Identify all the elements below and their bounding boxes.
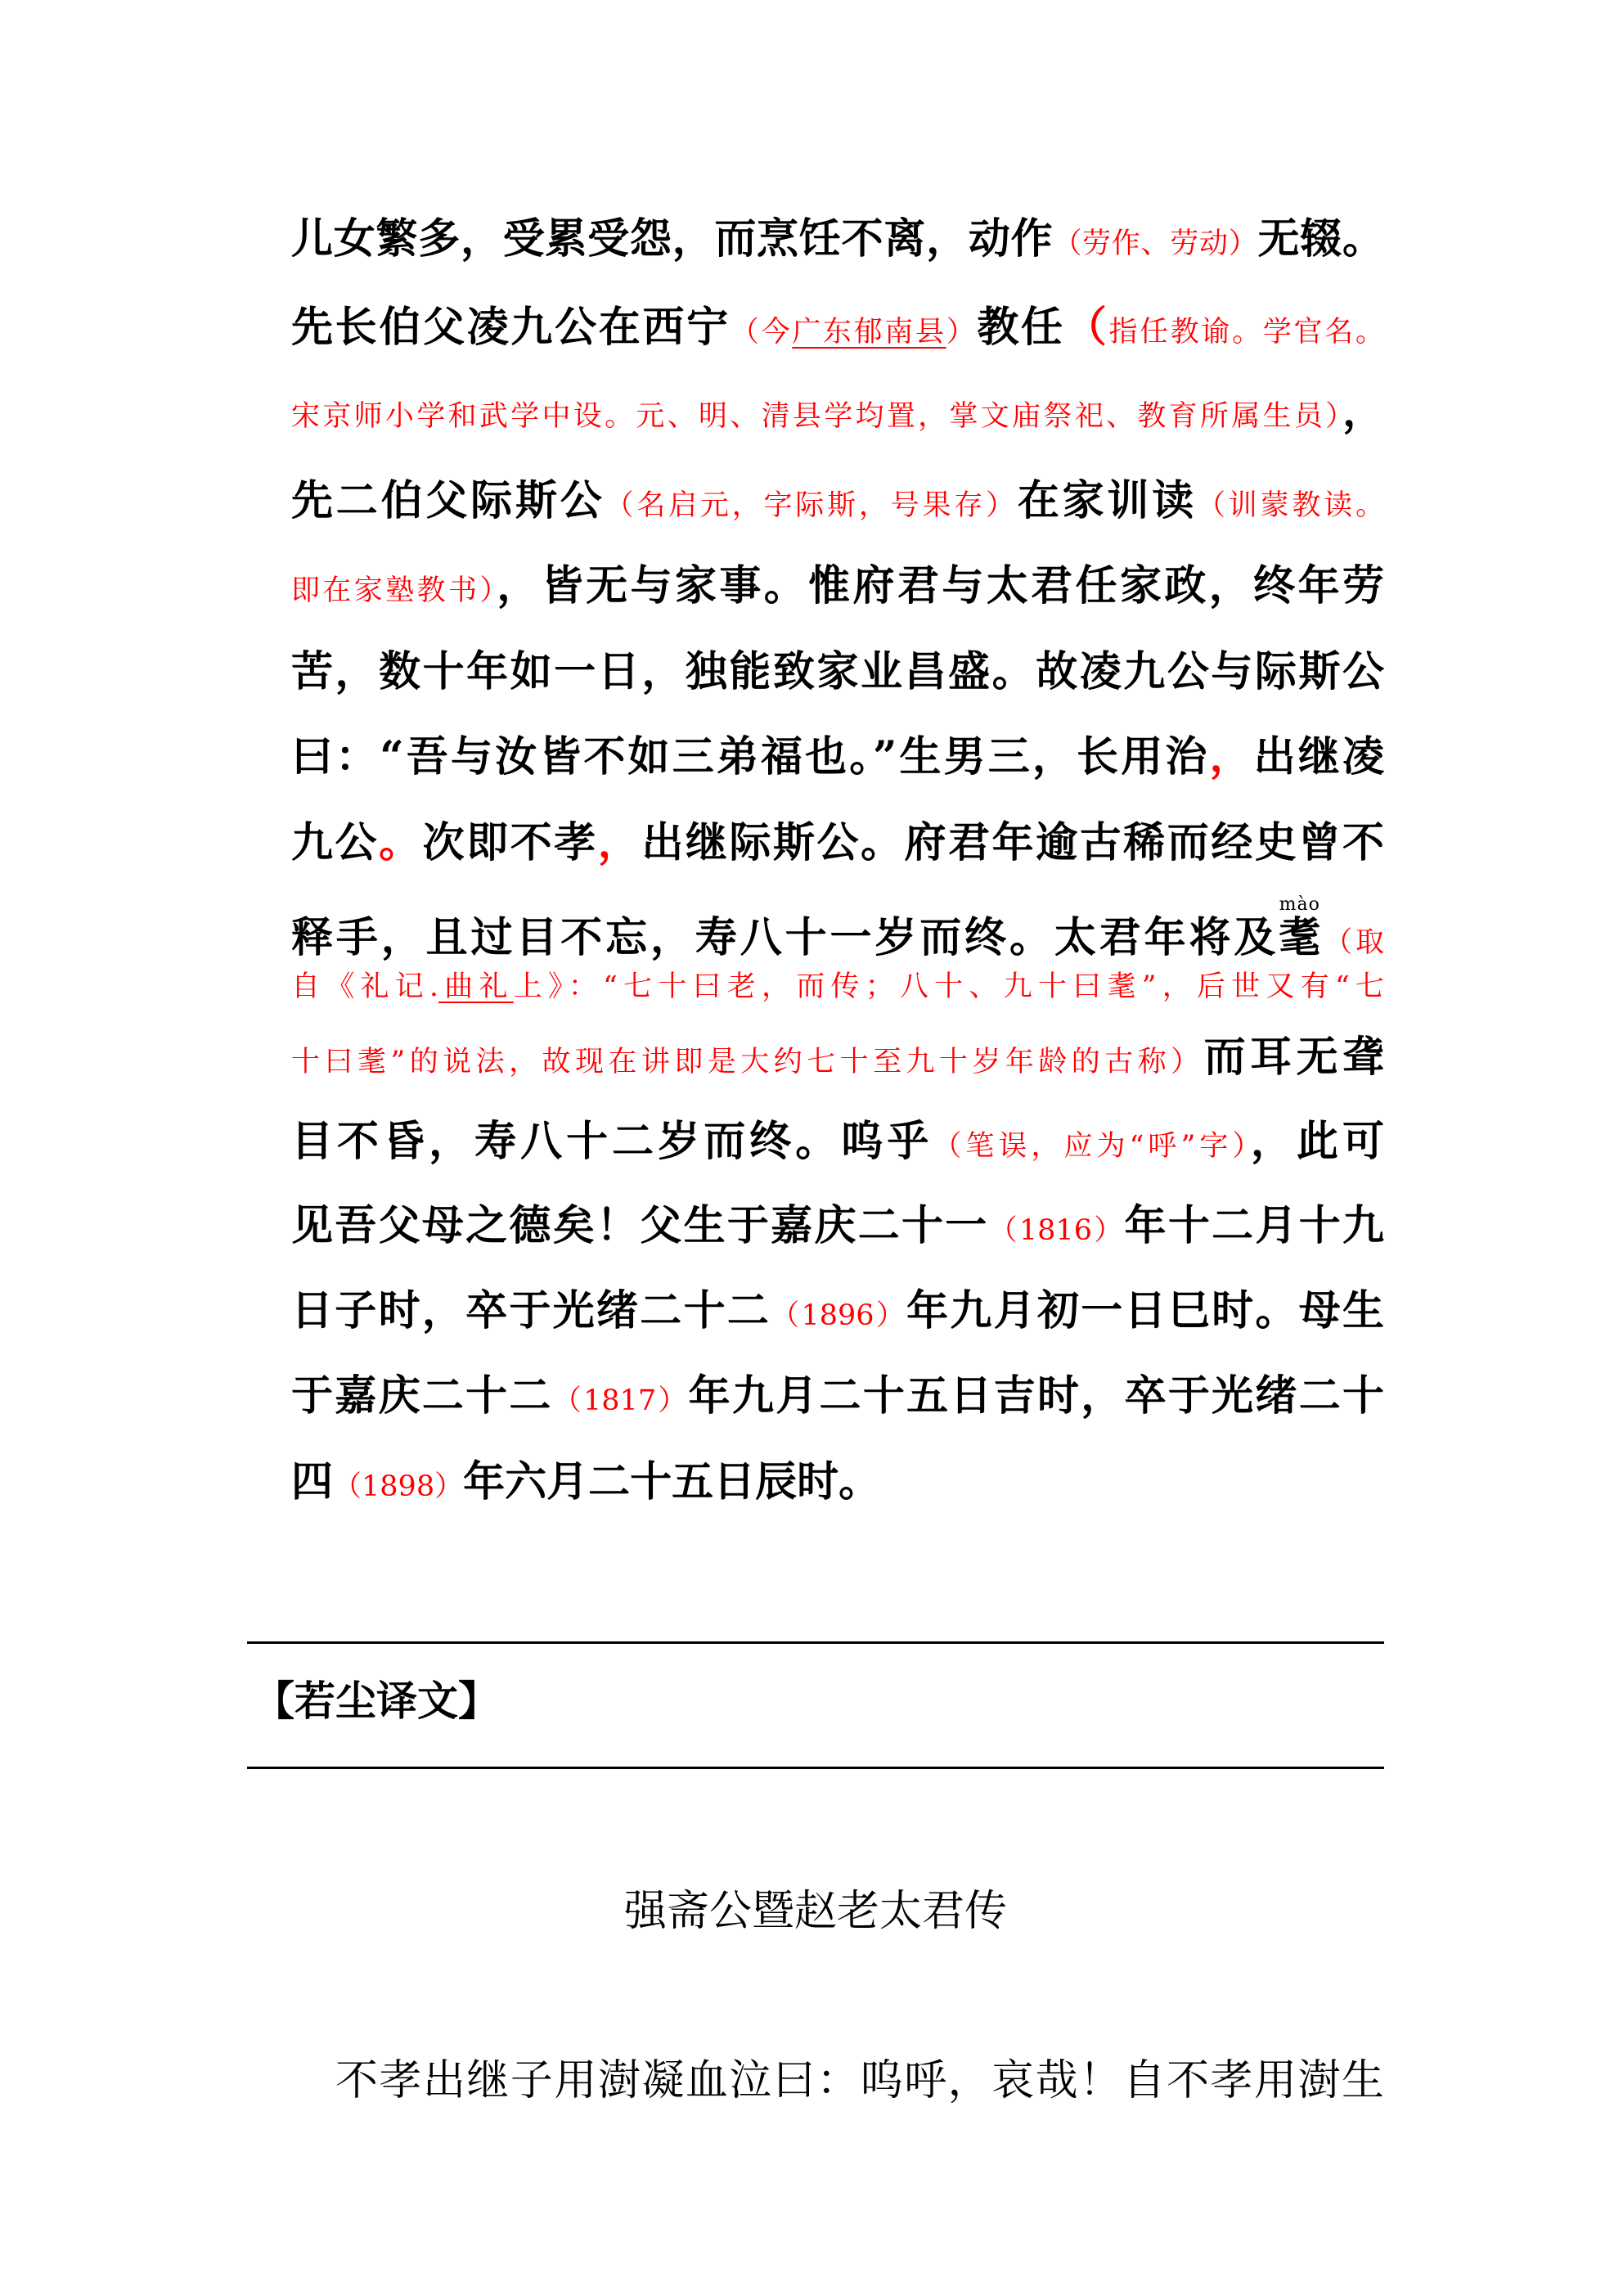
body-text: 见吾父母之德矣！父生于嘉庆二十一	[291, 1201, 989, 1250]
body-text: ，	[1342, 387, 1384, 436]
annotation-note: 指任教谕。学官名。	[1108, 316, 1384, 349]
body-text: 释手，且过目不忘，寿八十一岁而终。太君年将及	[291, 913, 1279, 962]
year-note: （1898）	[333, 1470, 464, 1503]
body-text: 出继际斯公。府君年逾古稀而经史曾不	[641, 818, 1384, 867]
section-heading: 【若尘译文】	[254, 1677, 499, 1725]
red-punctuation: ，	[1209, 732, 1254, 781]
annotation-note: 十曰耄”的说法，故现在讲即是大约七十至九十岁年龄的古称）	[291, 1046, 1204, 1078]
annotation-note-underlined: 曲礼	[438, 970, 514, 1003]
body-text: 目不昏，寿八十二岁而终。呜乎	[291, 1117, 933, 1166]
body-text: 于嘉庆二十二	[291, 1371, 553, 1420]
annotation-note: （劳作、劳动）	[1053, 227, 1258, 260]
body-text: 年九月二十五日吉时，卒于光绪二十	[688, 1371, 1384, 1420]
body-text: 而耳无聋	[1203, 1033, 1384, 1082]
year-note: （1817）	[552, 1384, 689, 1417]
pinyin-annotation: mào	[1279, 894, 1321, 915]
annotation-note: 即在家塾教书）	[291, 574, 497, 607]
annotation-note-underlined: 广东郁南县	[792, 316, 946, 349]
body-text: 先二伯父际斯公	[291, 476, 605, 525]
source-line-16	[291, 1441, 1384, 1523]
body-text: ，此可	[1250, 1117, 1384, 1166]
annotation-note: （名启元，字际斯，号果存）	[605, 489, 1018, 522]
source-line-4	[291, 460, 1384, 542]
body-text: 教任	[977, 303, 1065, 352]
source-line-10	[291, 941, 1384, 1023]
body-text: 日子时，卒于光绪二十二	[291, 1286, 771, 1335]
source-line-12	[291, 1101, 1384, 1182]
body-text: 出继凌	[1253, 732, 1384, 781]
source-line-11	[291, 1016, 1384, 1098]
body-text: 九公	[291, 818, 380, 867]
horizontal-rule-top	[247, 1641, 1384, 1644]
annotation-note: （今	[730, 316, 793, 349]
red-punctuation: 。	[379, 818, 423, 867]
source-line-8	[291, 802, 1384, 884]
annotation-note: 宋京师小学和武学中设。元、明、清县学均置，掌文庙祭祀、教育所属生员）	[291, 400, 1342, 433]
annotation-note: （训蒙教读。	[1197, 489, 1384, 522]
body-text: 年六月二十五日辰时。	[463, 1457, 881, 1506]
source-line-6	[291, 631, 1384, 713]
source-line-1	[291, 198, 1384, 280]
body-text: 次即不孝	[422, 818, 598, 867]
year-note: （1896）	[771, 1299, 907, 1332]
body-text: 年九月初一日巳时。母生	[906, 1286, 1384, 1335]
annotation-note: （取	[1324, 926, 1384, 959]
body-text: 儿女繁多，受累受怨，而烹饪不离，动作	[291, 214, 1054, 263]
body-text: 先长伯父凌九公在西宁	[291, 303, 731, 352]
body-text: 苦，数十年如一日，独能致家业昌盛。故凌九公与际斯公	[291, 647, 1384, 696]
source-line-7	[291, 716, 1384, 798]
red-bracket: （	[1064, 303, 1109, 352]
body-text: 无辍。	[1257, 214, 1384, 263]
body-text: 在家训读	[1017, 476, 1198, 525]
annotation-note: 上》：“七十曰老，而传；八十、九十曰耄”，后世又有“七	[513, 970, 1384, 1003]
translation-paragraph: 不孝出继子用澍凝血泣曰：呜呼，哀哉！自不孝用澍生	[335, 2056, 1384, 2105]
source-line-14	[291, 1270, 1384, 1352]
annotation-note: 自《礼记.	[291, 970, 439, 1003]
ruby-base-char: 耄	[1279, 913, 1324, 962]
horizontal-rule-bottom	[247, 1767, 1384, 1769]
source-line-5	[291, 545, 1384, 627]
source-line-3	[291, 371, 1384, 452]
translation-title: 强斋公暨赵老太君传	[623, 1887, 1007, 1936]
source-line-15	[291, 1355, 1384, 1437]
source-line-13	[291, 1185, 1384, 1267]
year-note: （1816）	[988, 1214, 1125, 1247]
source-line-2	[291, 286, 1384, 368]
annotation-note: （笔误，应为“呼”字）	[933, 1130, 1251, 1163]
body-text: ，皆无与家事。惟府君与太君任家政，终年劳	[497, 561, 1384, 610]
red-punctuation: ，	[597, 818, 642, 867]
annotation-note: ）	[946, 316, 978, 349]
body-text: 年十二月十九	[1124, 1201, 1384, 1250]
body-text: 曰：“吾与汝皆不如三弟福也。”生男三，长用治	[291, 732, 1210, 781]
body-text: 四	[291, 1457, 334, 1506]
